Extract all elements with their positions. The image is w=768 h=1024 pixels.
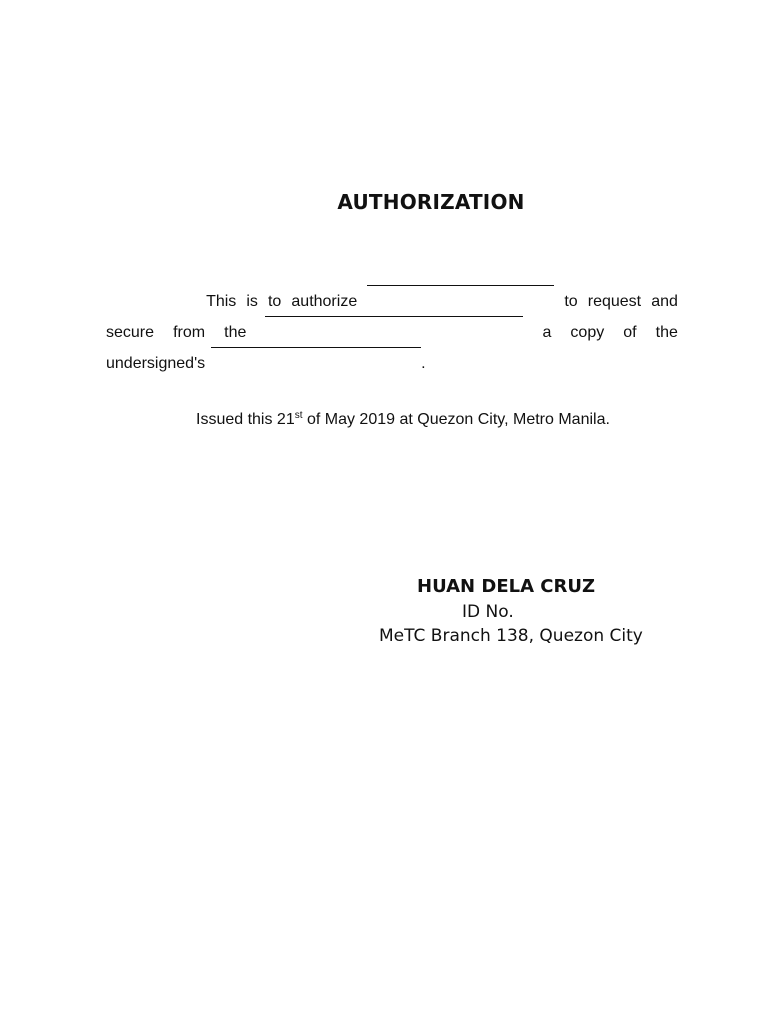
paragraph-line-2 [106,317,678,348]
word: is [246,293,258,310]
authorized-person-blank[interactable] [367,284,554,286]
authorization-paragraph [106,286,678,379]
document-title: AUTHORIZATION [337,190,525,214]
paragraph-line-1 [106,286,678,317]
word: copy [570,324,605,341]
word: authorize [291,293,358,310]
word: secure [106,324,155,341]
issued-statement: Issued this 21st of May 2019 at Quezon City, Metro Manila. [196,410,610,428]
word: This [206,293,237,310]
word: request [587,293,642,310]
word: of [623,324,637,341]
signatory-branch: MeTC Branch 138, Quezon City [379,626,643,646]
word: a [542,324,552,341]
period: . [421,355,426,372]
word: undersigned's [106,355,206,372]
paragraph-line-3 [106,348,678,379]
word: to [267,293,282,310]
word: the [224,324,247,341]
word: to [564,293,578,310]
signatory-name: HUAN DELA CRUZ [417,576,596,597]
document-type-blank[interactable] [211,346,421,348]
office-blank[interactable] [265,315,523,317]
word: and [651,293,678,310]
word: from [173,324,206,341]
signatory-id-label: ID No. [462,602,514,622]
word: the [655,324,678,341]
